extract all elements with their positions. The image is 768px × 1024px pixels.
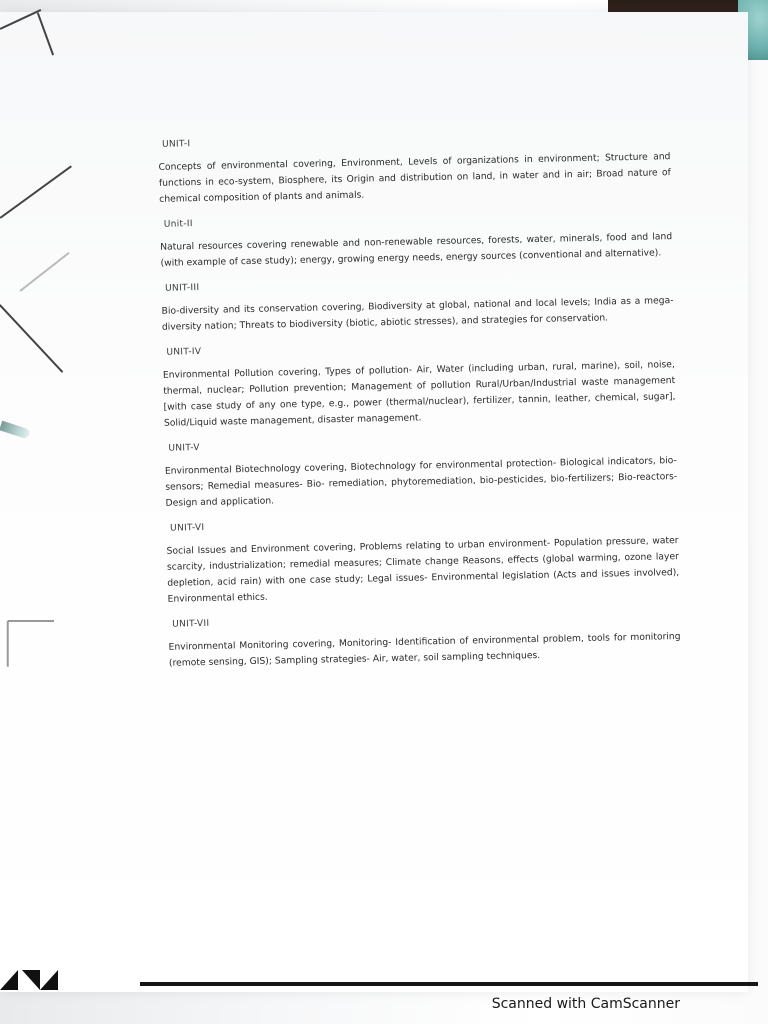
unit-section: [158, 513, 680, 608]
unit-body: Environmental Pollution covering, Types of pollution- Air, Water (including urban, rural, marine), soil, noise, thermal, nuclear; Pollution prevention; Management of pollution Rural/Urban/Industrial waste management [with case study of any one type, e.g., power (thermal/nuclear), fertilizer, tannin, leather, chemical, sugar], Solid/Liquid waste management, disaster management.: [162, 359, 676, 429]
unit-body: Bio-diversity and its conservation covering, Biodiversity at global, national and local levels; India as a mega-diversity nation; Threats to biodiversity (biotic, abiotic stresses), and strategies for conservation.: [161, 295, 674, 333]
unit-heading: UNIT-VI: [170, 522, 205, 534]
unit-body: Environmental Biotechnology covering, Biotechnology for environmental protection- Biological indicators, bio-sensors; Remedial measures- Bio- remediation, phytoremediation, bio-pesticides, bio-fertilizers; Bio-reactors- Design and application.: [164, 455, 678, 509]
margin-mark: [37, 12, 54, 55]
margin-mark: [0, 9, 41, 29]
corner-mark: [0, 970, 18, 990]
unit-heading: UNIT-I: [161, 139, 191, 150]
unit-body: Environmental Monitoring covering, Monitoring- Identification of environmental problem, tools for monitoring (remote sensing, GIS); Sampling strategies- Air, water, soil sampling techniques.: [168, 630, 681, 669]
unit-heading: Unit-II: [163, 219, 193, 230]
margin-mark: [8, 620, 54, 622]
paper-sheet: [0, 12, 748, 992]
unit-heading: UNIT-IV: [166, 346, 202, 358]
unit-heading: UNIT-VII: [172, 618, 210, 630]
unit-section: [153, 273, 674, 336]
unit-section: [156, 433, 677, 512]
paper-bottom-edge: [140, 982, 758, 986]
unit-section: [152, 209, 673, 272]
margin-mark: [7, 621, 9, 667]
corner-mark: [40, 970, 58, 990]
corner-mark: [22, 970, 40, 990]
document-body: [150, 129, 681, 684]
unit-section: [154, 337, 676, 432]
scanner-watermark: Scanned with CamScanner: [491, 996, 680, 1012]
unit-heading: UNIT-III: [165, 282, 200, 294]
margin-mark: [0, 304, 63, 372]
margin-mark: [20, 252, 70, 291]
unit-body: Concepts of environmental covering, Environment, Levels of organizations in environment; Structure and functions in eco-system, Biosphere, its Origin and distribution on land, in water and in air; Broad nature of chemical composition of plants and animals.: [158, 151, 671, 205]
unit-body: Social Issues and Environment covering, Problems relating to urban environment- Population pressure, water scarcity, industrialization; remedial measures; Climate change Reasons, effects (global warming, ozone layer depletion, acid rain) with one case study; Legal issues- Environmental legislation (Acts and issues involved), Environmental ethics.: [166, 535, 680, 605]
unit-section: [150, 129, 671, 208]
margin-mark: [0, 165, 72, 218]
unit-heading: UNIT-V: [168, 443, 200, 454]
unit-body: Natural resources covering renewable and non-renewable resources, forests, water, minerals, food and land (with example of case study); energy, growing energy needs, energy sources (conventional and alternative).: [160, 231, 673, 269]
unit-section: [160, 609, 681, 672]
